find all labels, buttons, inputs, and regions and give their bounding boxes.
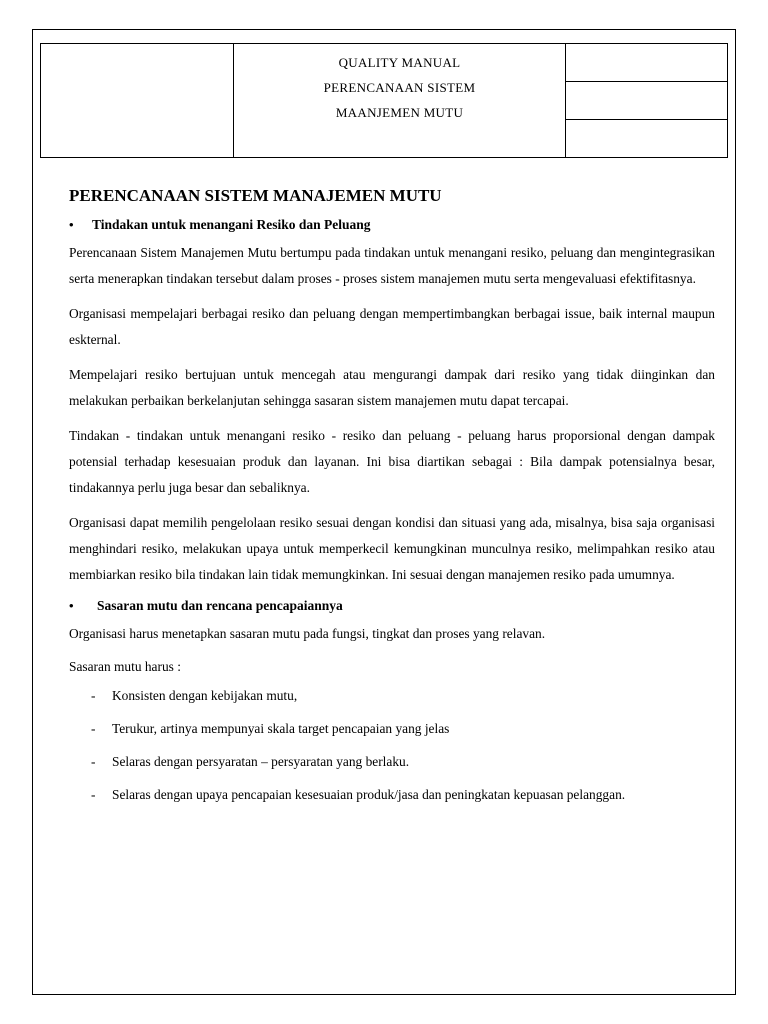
header-info-cell-3: [566, 120, 728, 158]
list-item: [91, 786, 715, 804]
list-item: [91, 753, 715, 771]
section-heading-label: Tindakan untuk menangani Resiko dan Peluang: [92, 217, 371, 232]
section-heading-risk: [69, 216, 715, 234]
paragraph: Organisasi harus menetapkan sasaran mutu pada fungsi, tingkat dan proses yang relavan.: [69, 626, 546, 641]
list-item: [91, 720, 715, 738]
header-line-3: MAANJEMEN MUTU: [335, 105, 464, 120]
document-header-table: [40, 43, 728, 158]
dash-marker: -: [91, 754, 96, 769]
header-logo-cell: [41, 44, 234, 158]
section-heading-quality-targets: [69, 597, 715, 615]
header-info-cell-1: [566, 44, 728, 82]
header-line-1: QUALITY MANUAL: [338, 55, 461, 70]
paragraph: Tindakan - tindakan untuk menangani resiko - resiko dan peluang - peluang harus proporsional dengan dampak potensial terhadap kesesuaian produk dan layanan. Ini bisa diartikan sebagai : Bila dampak potensialnya besar, tindakannya perlu juga besar dan sebaliknya.: [69, 428, 715, 495]
list-item: [91, 687, 715, 705]
header-info-cell-2: [566, 82, 728, 120]
list-item-text: Selaras dengan upaya pencapaian kesesuaian produk/jasa dan peningkatan kepuasan pelanggan.: [112, 787, 626, 802]
paragraph: Mempelajari resiko bertujuan untuk mencegah atau mengurangi dampak dari resiko yang tidak diinginkan dan melakukan perbaikan berkelanjutan sehingga sasaran sistem manajemen mutu dapat tercapai.: [69, 367, 715, 408]
document-body: [69, 184, 715, 819]
header-line-2: PERENCANAAN SISTEM: [323, 80, 476, 95]
list-item-text: Konsisten dengan kebijakan mutu,: [112, 688, 298, 703]
paragraph: Perencanaan Sistem Manajemen Mutu bertumpu pada tindakan untuk menangani resiko, peluang dan mengintegrasikan serta menerapkan tindakan tersebut dalam proses - proses sistem manajemen mutu serta mengevaluasi efektifitasnya.: [69, 245, 715, 286]
dash-marker: -: [91, 787, 96, 802]
section-heading-label: Sasaran mutu dan rencana pencapaiannya: [97, 598, 343, 613]
bullet-icon: •: [69, 217, 74, 232]
dash-marker: -: [91, 721, 96, 736]
bullet-icon: •: [69, 598, 74, 613]
list-item-text: Terukur, artinya mempunyai skala target pencapaian yang jelas: [112, 721, 450, 736]
list-item-text: Selaras dengan persyaratan – persyaratan yang berlaku.: [112, 754, 410, 769]
quality-target-list: [69, 687, 715, 804]
paragraph: Sasaran mutu harus :: [69, 659, 181, 674]
page-title: PERENCANAAN SISTEM MANAJEMEN MUTU: [69, 186, 442, 205]
dash-marker: -: [91, 688, 96, 703]
paragraph: Organisasi dapat memilih pengelolaan resiko sesuai dengan kondisi dan situasi yang ada, misalnya, bisa saja organisasi menghindari resiko, melakukan upaya untuk memperkecil kemungkinan munculnya resiko, melimpahkan resiko atau membiarkan resiko bila tindakan lain tidak memungkinkan. Ini sesuai dengan manajemen resiko pada umumnya.: [69, 515, 715, 582]
header-title-cell: [234, 44, 566, 158]
paragraph: Organisasi mempelajari berbagai resiko dan peluang dengan mempertimbangkan berbagai issue, baik internal maupun eskternal.: [69, 306, 715, 347]
